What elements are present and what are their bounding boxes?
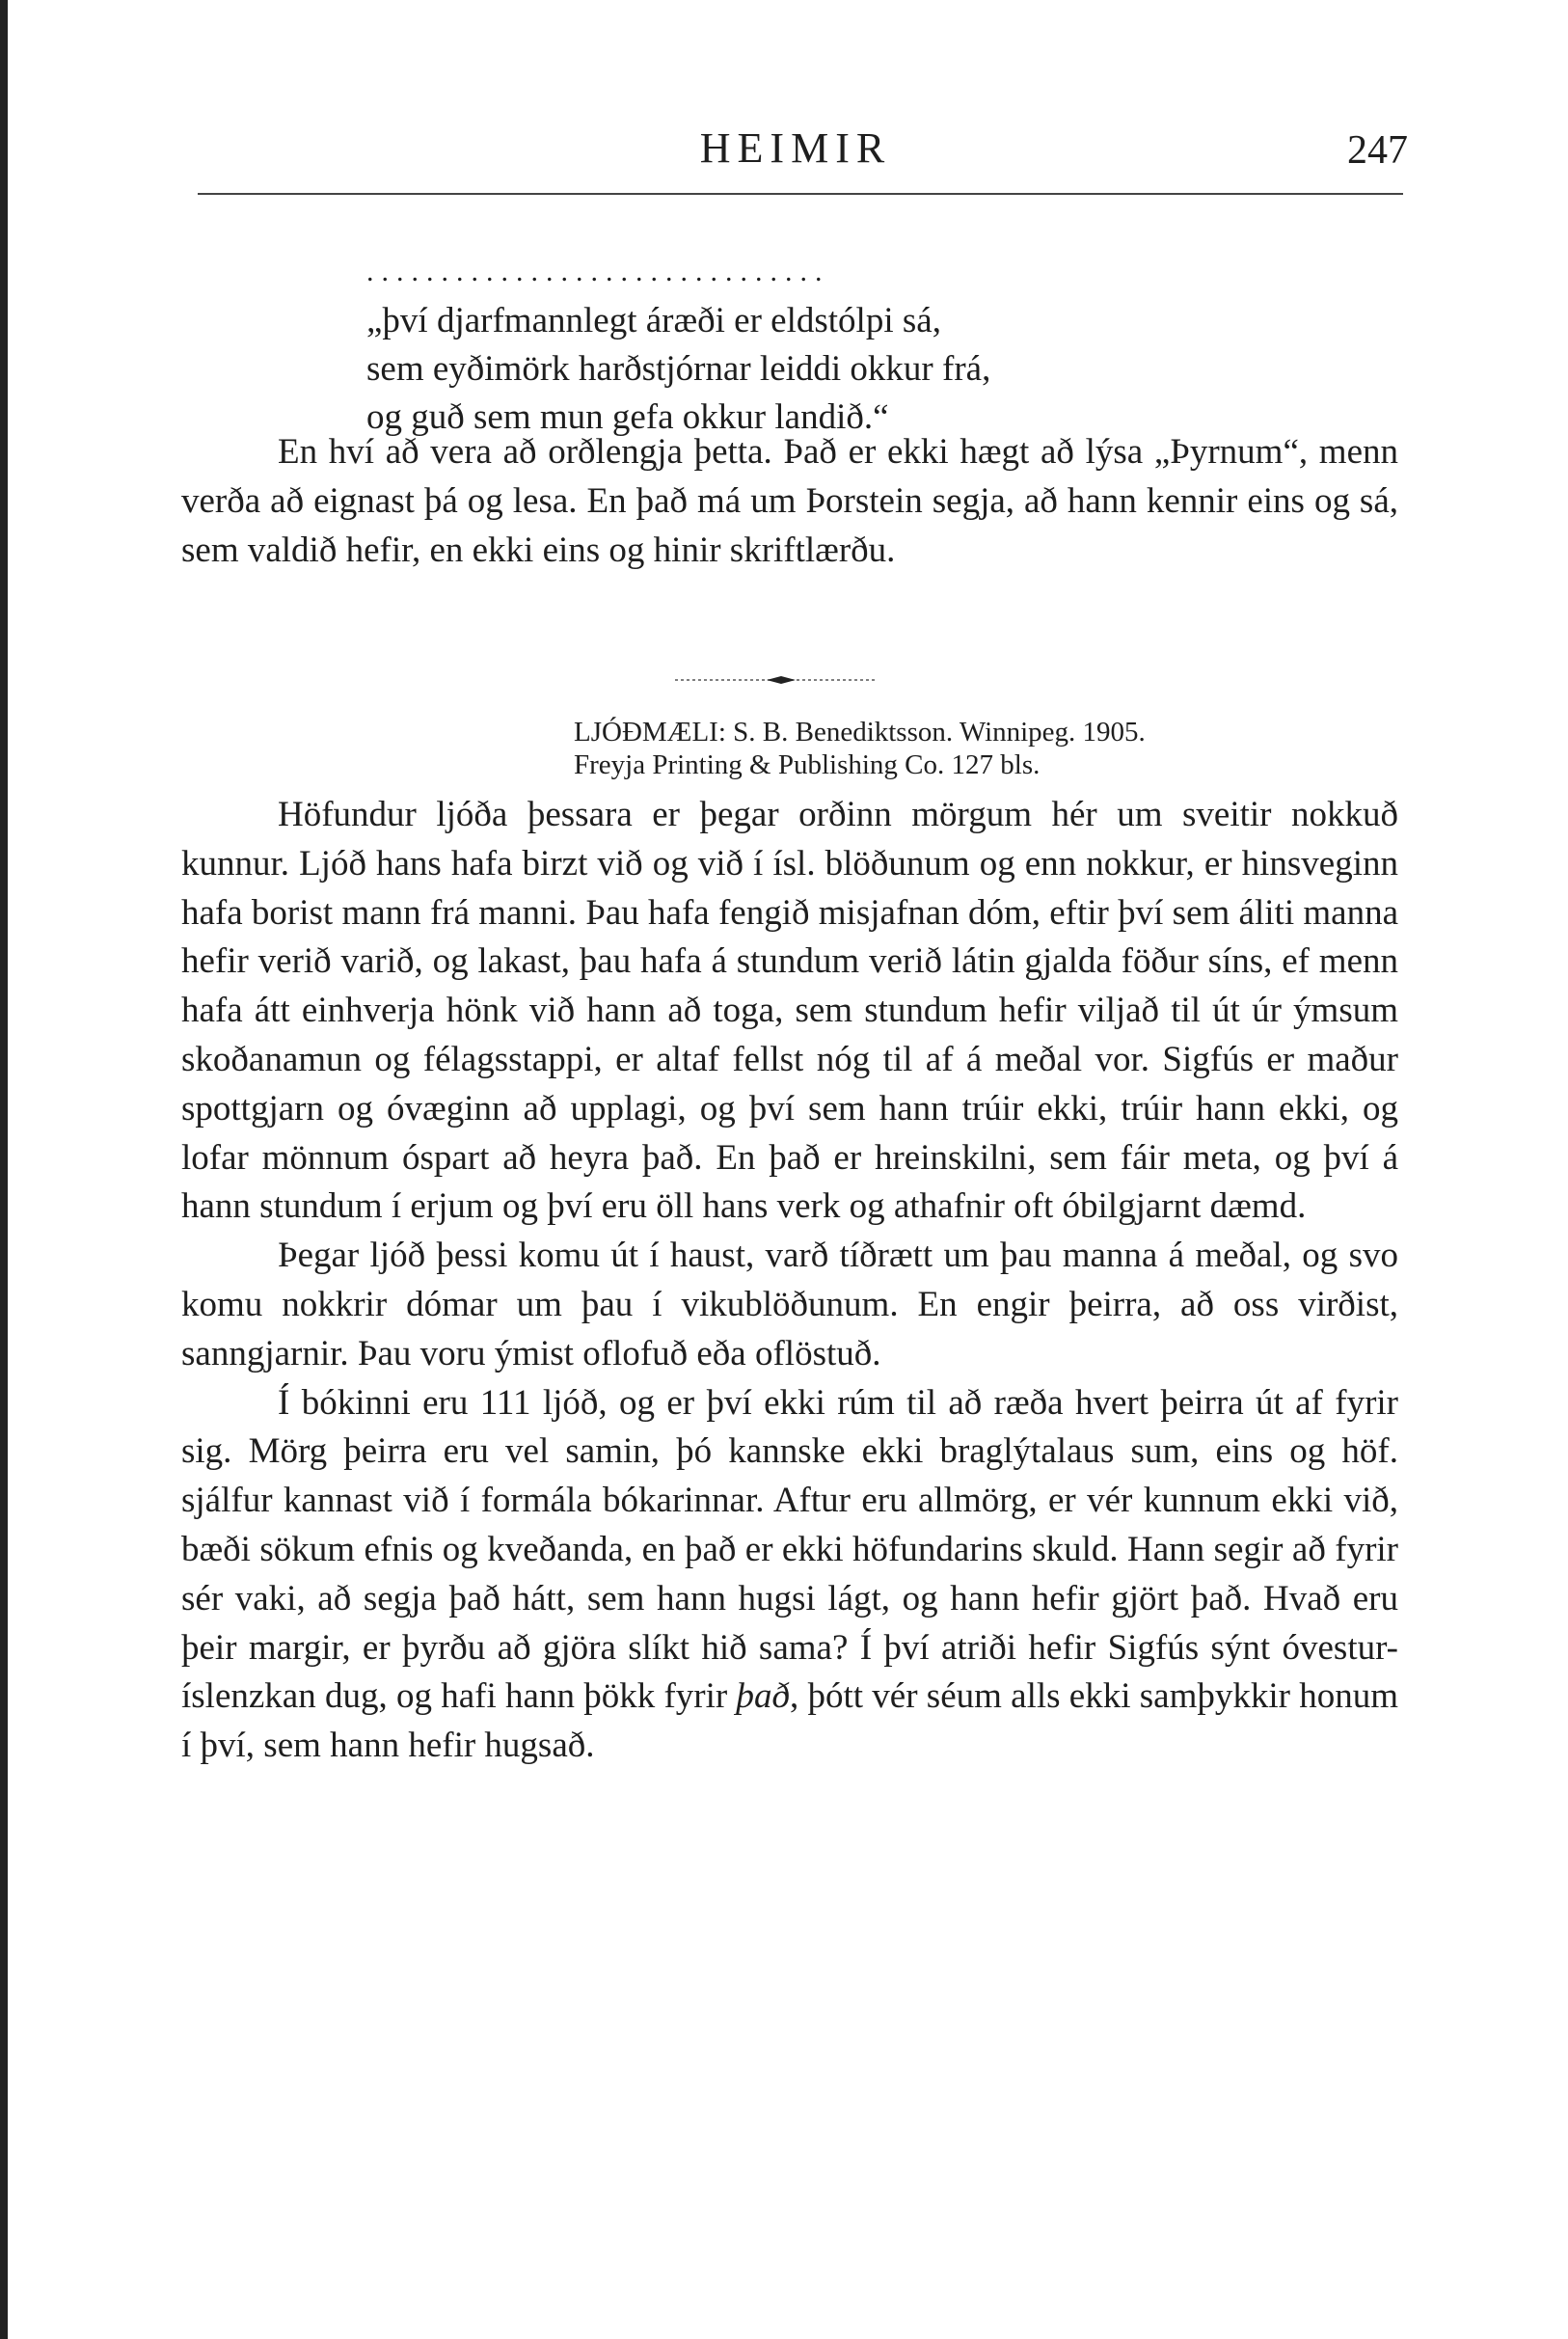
page-number: 247 (1347, 128, 1408, 173)
citation-line-1: LJÓÐMÆLI: S. B. Benediktsson. Winnipeg. 1905. (574, 717, 1146, 748)
section-divider-ornament (675, 675, 878, 685)
page-edge-rule (0, 0, 8, 2339)
page-header (183, 123, 1408, 181)
paragraph-4-text: Í bókinni eru 111 ljóð, og er því ekki rúm til að ræða hvert þeirra út af fyrir sig. Mörg þeirra eru vel samin, þó kannske ekki braglýtalaus sum, eins og höf. sjálfur kannast við í formála bókarinnar. Aftur eru allmörg, er vér kunnum ekki við, bæði sökum efnis og kveðanda, en það er ekki höfundarins skuld. Hann segir að fyrir sér vaki, að segja það hátt, sem hann hugsi lágt, og hann hefir gjört það. Hvað eru þeir margir, er þyrðu að gjöra slíkt hið sama? Í því atriði hefir Sigfús sýnt óvestur-íslenzkan dug, og hafi hann þökk fyrir (181, 1382, 1398, 1717)
paragraph-1-block (181, 428, 1398, 575)
paragraph-2: Höfundur ljóða þessara er þegar orðinn mörgum hér um sveitir nokkuð kunnur. Ljóð hans hafa birzt við og við í ísl. blöðunum og enn nokkur, er hinsveginn hafa borist mann frá manni. Þau hafa fengið misjafnan dóm, eftir því sem áliti manna hefir verið varið, og lakast, þau hafa á stundum verið látin gjalda föður síns, ef menn hafa átt einhverja hönk við hann að toga, sem stundum hefir viljað til út úr ýmsum skoðanamun og félagsstappi, er altaf fellst nóg til af á meðal vor. Sigfús er maður spottgjarn og óvæginn að upplagi, og því sem hann trúir ekki, trúir hann ekki, og lofar mönnum óspart að heyra það. En það er hreinskilni, sem fáir meta, og því á hann stundum í erjum og því eru öll hans verk og athafnir oft óbilgjarnt dæmd. (181, 795, 1398, 1227)
book-citation (574, 716, 1146, 781)
paragraph-4-italic: það (736, 1676, 790, 1717)
poem-line-2: sem eyðimörk harðstjórnar leiddi okkur frá, (366, 349, 991, 389)
poem-line-1: „því djarfmannlegt áræði er eldstólpi sá, (366, 301, 941, 340)
header-rule (198, 193, 1403, 195)
citation-line-2: Freyja Printing & Publishing Co. 127 bls. (574, 749, 1041, 780)
review-body (181, 791, 1398, 1771)
poem-line-3: og guð sem mun gefa okkur landið.“ (366, 397, 889, 437)
paragraph-3: Þegar ljóð þessi komu út í haust, varð tíðrætt um þau manna á meðal, og svo komu nokkrir dómar um þau í vikublöðunum. En engir þeirra, að oss virðist, sanngjarnir. Þau voru ýmist oflofuð eða oflöstuð. (181, 1236, 1398, 1373)
paragraph-4-text-end: , þótt vér séum alls ekki samþykkir honum í því, sem hann hefir hugsað. (181, 1676, 1398, 1766)
paragraph-4 (181, 1379, 1398, 1771)
paragraph-1: En hví að vera að orðlengja þetta. Það er ekki hægt að lýsa „Þyrnum“, menn verða að eignast þá og lesa. En það má um Þorstein segja, að hann kennir eins og sá, sem valdið hefir, en ekki eins og hinir skriftlærðu. (181, 432, 1398, 570)
poem-quote (366, 253, 990, 442)
ellipsis-dots: ............................... (366, 256, 830, 287)
running-head: HEIMIR (699, 124, 892, 172)
